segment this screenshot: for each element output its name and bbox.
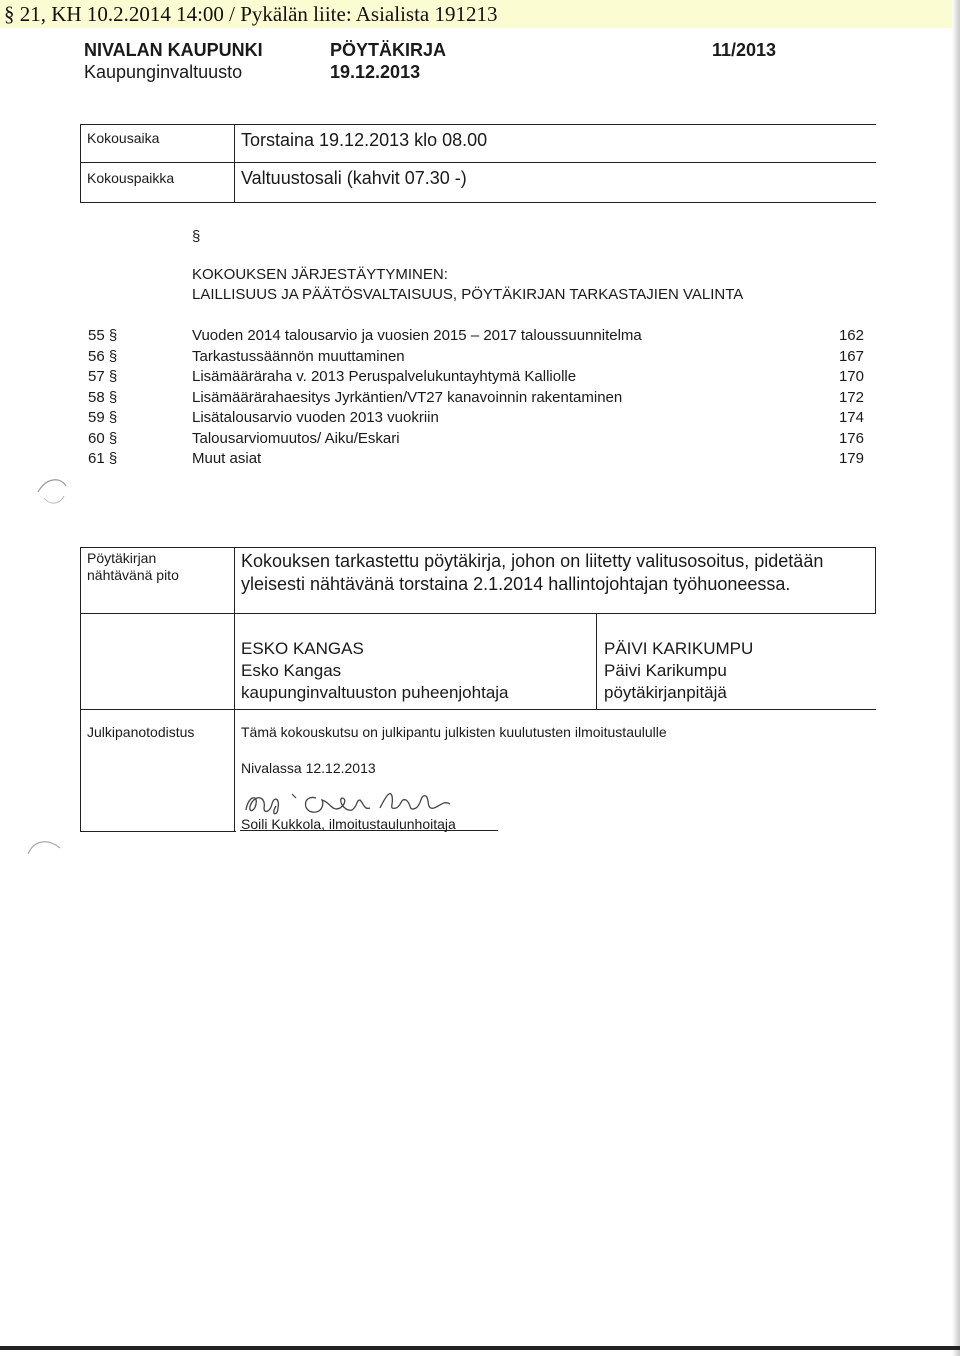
chair-name-caps: ESKO KANGAS [241,639,364,658]
doc-number: 11/2013 [712,40,777,60]
secretary-name-caps: PÄIVI KARIKUMPU [604,639,754,658]
agenda-item-page: 174 [838,409,864,426]
agenda-item-title: Lisämääräraha v. 2013 Peruspalvelukuntayhtymä Kalliolle [192,368,577,385]
publication-label: Julkipanotodistus [87,724,195,740]
publication-signer: Soili Kukkola, ilmoitustaulunhoitaja [241,816,456,832]
agenda-item-title: Talousarviomuutos/ Aiku/Eskari [192,430,400,447]
scan-bottom-edge [0,1346,960,1350]
meeting-time-label: Kokousaika [87,130,160,146]
section-mark: § [192,228,201,245]
agenda-item-page: 176 [838,430,864,447]
display-label-line2: nähtävänä pito [87,567,179,583]
agenda-item-title: Lisätalousarvio vuoden 2013 vuokriin [192,409,439,426]
secretary-name: Päivi Karikumpu [604,661,727,680]
doc-type: PÖYTÄKIRJA [330,40,447,60]
agenda-item-number: 60 § [88,430,118,447]
chair-name: Esko Kangas [241,661,342,680]
publication-place-date: Nivalassa 12.12.2013 [241,760,376,776]
agenda-item-page: 179 [838,450,864,467]
agenda-item-number: 58 § [88,389,118,406]
scan-mark-artifact [24,470,84,510]
agenda-item-page: 170 [838,368,864,385]
agenda-item-title: Tarkastussäännön muuttaminen [192,348,405,365]
secretary-role: pöytäkirjanpitäjä [604,683,727,702]
meeting-place-label: Kokouspaikka [87,170,175,186]
agenda-item-number: 59 § [88,409,118,426]
agenda-item-number: 61 § [88,450,118,467]
chair-role: kaupunginvaltuuston puheenjohtaja [241,683,509,702]
doc-date: 19.12.2013 [330,62,421,82]
agenda-intro-line1: KOKOUKSEN JÄRJESTÄYTYMINEN: [192,266,448,283]
agenda-intro-line2: LAILLISUUS JA PÄÄTÖSVALTAISUUS, PÖYTÄKIRJAN TARKASTAJIEN VALINTA [192,286,744,303]
meeting-time-value: Torstaina 19.12.2013 klo 08.00 [241,130,488,150]
meeting-place-value: Valtuustosali (kahvit 07.30 -) [241,168,467,188]
agenda-item-page: 162 [838,327,864,344]
agenda-item-page: 167 [838,348,864,365]
agenda-item-title: Vuoden 2014 talousarvio ja vuosien 2015 – 2017 taloussuunnitelma [192,327,642,344]
source-banner-text: § 21, KH 10.2.2014 14:00 / Pykälän liite: Asialista 191213 [4,2,498,26]
display-label-line1: Pöytäkirjan [87,550,157,566]
publication-text: Tämä kokouskutsu on julkipantu julkisten kuulutusten ilmoitustaululle [241,724,667,740]
agenda-item-number: 55 § [88,327,118,344]
agenda-item-number: 57 § [88,368,118,385]
agenda-item-number: 56 § [88,348,118,365]
scan-mark-artifact [20,830,70,870]
scan-edge-shadow [952,0,960,1356]
agenda-item-page: 172 [838,389,864,406]
display-text-line1: Kokouksen tarkastettu pöytäkirja, johon on liitetty valitusosoitus, pidetään [241,551,824,571]
agenda-item-title: Muut asiat [192,450,262,467]
agenda-item-title: Lisämäärärahaesitys Jyrkäntien/VT27 kanavoinnin rakentaminen [192,389,623,406]
display-text-line2: yleisesti nähtävänä torstaina 2.1.2014 hallintojohtajan työhuoneessa. [241,574,791,594]
org-name: NIVALAN KAUPUNKI [84,40,263,60]
body-name: Kaupunginvaltuusto [84,62,243,82]
